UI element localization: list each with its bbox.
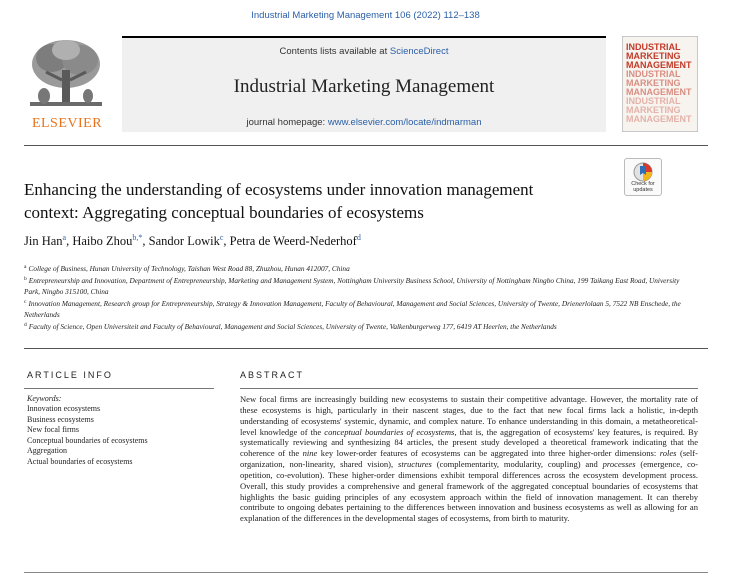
- elsevier-logo[interactable]: [24, 36, 108, 132]
- cover-text: MARKETING: [626, 105, 681, 115]
- journal-cover-thumbnail[interactable]: [622, 36, 698, 132]
- author-affiliation-marker[interactable]: b,*: [132, 233, 143, 242]
- crossmark-icon: [633, 162, 653, 182]
- abstract-emphasis: conceptual boundaries of ecosystems: [324, 426, 455, 437]
- abstract-emphasis: roles: [659, 448, 677, 459]
- author-name: Jin Han: [24, 234, 63, 248]
- homepage-prefix: journal homepage:: [246, 117, 328, 128]
- article-title: [24, 178, 614, 224]
- author-name: Sandor Lowik: [148, 234, 220, 248]
- journal-header: [24, 36, 708, 132]
- author[interactable]: [24, 234, 72, 248]
- affiliation-marker: a: [24, 264, 27, 270]
- author[interactable]: [72, 234, 148, 248]
- crossmark-label: [625, 181, 661, 193]
- author-affiliation-marker[interactable]: d: [356, 233, 361, 242]
- author-name: Haibo Zhou: [72, 234, 133, 248]
- affiliation-text: Innovation Management, Research group for Entrepreneurship, Strategy & Innovation Management, Faculty of Behavioural, Management and Social Sciences, University of Twente, Drienerlolaan 5, 7522 NB Enschede, the Netherlands: [24, 299, 681, 319]
- affiliation-text: College of Business, Hunan University of Technology, Taishan West Road 88, Zhuzhou, Hunan 412007, China: [28, 264, 350, 273]
- abstract-segment: (emergence, co-opetition, co-evolution). These higher-order dimensions exhibit temporal differences across the ecosystem development process. Overall, this study provides a comprehensive and general framework of the aggregated conceptual boundaries of ecosystems that highlights the basic guiding principles of any ecosystem approach within the field of innovation management. It can thereby contribute to ongoing debates pertaining to the differences between innovation and business ecosystems as well as allowing for an explanation of the differences in the developmental stages of ecosystems, from birth to maturity.: [240, 459, 698, 524]
- author-separator: ,: [66, 234, 73, 248]
- article-title-line: Enhancing the understanding of ecosystems under innovation management: [24, 180, 534, 199]
- affiliation-item: [24, 297, 688, 320]
- crossmark-label-line: Check for: [631, 181, 655, 187]
- author-affiliation-marker[interactable]: c: [219, 233, 224, 242]
- contents-prefix: Contents lists available at: [279, 46, 390, 57]
- keywords-list: [27, 404, 148, 468]
- affiliations: [24, 262, 688, 332]
- affiliation-text: Entrepreneurship and Innovation, Department of Entrepreneurship, Marketing and Management System, Nottingham University Business School, University of Nottingham Ningbo China, 199 Taikang East Road, University Park, Ningbo 315100, China: [24, 276, 680, 296]
- sciencedirect-link[interactable]: ScienceDirect: [389, 46, 449, 57]
- abstract-segment: , that is, the aggregation of ecosystems' key features, is required. By systematically reviewing and synthesizing 84 articles, the present study developed a theoretical framework indicating that the coherence of the: [240, 426, 698, 459]
- author-separator: ,: [223, 234, 230, 248]
- crossmark-label-line: updates: [633, 187, 653, 193]
- abstract-segment: key lower-order features of ecosystems can be aggregated into three higher-order dimensions:: [317, 448, 660, 459]
- keywords-label: Keywords:: [27, 394, 62, 403]
- abstract-emphasis: processes: [602, 459, 636, 470]
- homepage-line: [122, 117, 606, 128]
- author[interactable]: [149, 234, 230, 248]
- affiliation-marker: d: [24, 322, 27, 328]
- cover-text: MARKETING: [626, 78, 681, 88]
- abstract-emphasis: nine: [302, 448, 318, 459]
- keyword-item: Aggregation: [27, 446, 67, 456]
- homepage-link[interactable]: www.elsevier.com/locate/indmarman: [327, 117, 482, 128]
- cover-text: MANAGEMENT: [626, 87, 692, 97]
- affiliation-text: Faculty of Science, Open Universiteit and Faculty of Behavioural, Management and Social Sciences, University of Twente, Valkenburgerweg 177, 6419 AT Heerlen, the Netherlands: [28, 322, 557, 331]
- article-title-line: context: Aggregating conceptual boundaries of ecosystems: [24, 203, 424, 222]
- article-info-heading: ARTICLE INFO: [27, 370, 113, 380]
- affiliation-item: [24, 262, 688, 274]
- publisher-name: ELSEVIER: [31, 116, 103, 131]
- abstract-segment: (complementarity, modularity, coupling) and: [431, 459, 603, 470]
- header-divider: [24, 145, 708, 146]
- cover-text: MANAGEMENT: [626, 114, 692, 124]
- keyword-item: Innovation ecosystems: [27, 404, 101, 413]
- check-for-updates-button[interactable]: [624, 158, 662, 196]
- journal-title: Industrial Marketing Management: [233, 76, 495, 97]
- affiliation-marker: c: [24, 299, 27, 305]
- affiliation-item: [24, 274, 688, 297]
- journal-reference[interactable]: Industrial Marketing Management 106 (2022) 112–138: [251, 10, 480, 21]
- elsevier-tree-icon: [24, 36, 108, 116]
- cover-text: MANAGEMENT: [626, 60, 692, 70]
- keyword-item: Business ecosystems: [27, 414, 94, 424]
- keyword-item: Conceptual boundaries of ecosystems: [27, 435, 148, 445]
- author-separator: ,: [142, 234, 149, 248]
- author-list: [24, 233, 361, 249]
- journal-info-box: [122, 36, 606, 132]
- abstract-segment: New focal firms are increasingly building new ecosystems to sustain their competitive advantage. However, the mortality rate of these ecosystems is high, particularly in their nascent stages, due to the fact that new focal firms lack a holistic, in-depth understanding of ecosystems' systemic, dynamic, and complex nature. To enhance understanding in this domain, a metatheoretical-level knowledge of the: [240, 394, 698, 437]
- keyword-item: Actual boundaries of ecosystems: [27, 456, 133, 466]
- contents-line: [122, 46, 606, 57]
- cover-text: INDUSTRIAL: [626, 69, 681, 79]
- affiliation-item: [24, 320, 688, 332]
- keyword-item: New focal firms: [27, 425, 79, 435]
- cover-text: INDUSTRIAL: [626, 42, 681, 52]
- article-info-divider: [24, 388, 214, 389]
- author[interactable]: [230, 234, 361, 248]
- abstract-heading: ABSTRACT: [240, 370, 305, 380]
- author-name: Petra de Weerd-Nederhof: [229, 234, 357, 248]
- cover-text: INDUSTRIAL: [626, 96, 681, 106]
- abstract-text: [240, 394, 698, 524]
- abstract-divider: [240, 388, 698, 389]
- affiliation-marker: b: [24, 276, 27, 282]
- footer-divider: [24, 572, 708, 573]
- affiliations-divider: [24, 348, 708, 349]
- author-affiliation-marker[interactable]: a: [62, 233, 67, 242]
- abstract-emphasis: structures: [398, 459, 432, 470]
- abstract-segment: (self-organization, non-linearity, shared vision),: [240, 448, 699, 470]
- cover-text: MARKETING: [626, 51, 681, 61]
